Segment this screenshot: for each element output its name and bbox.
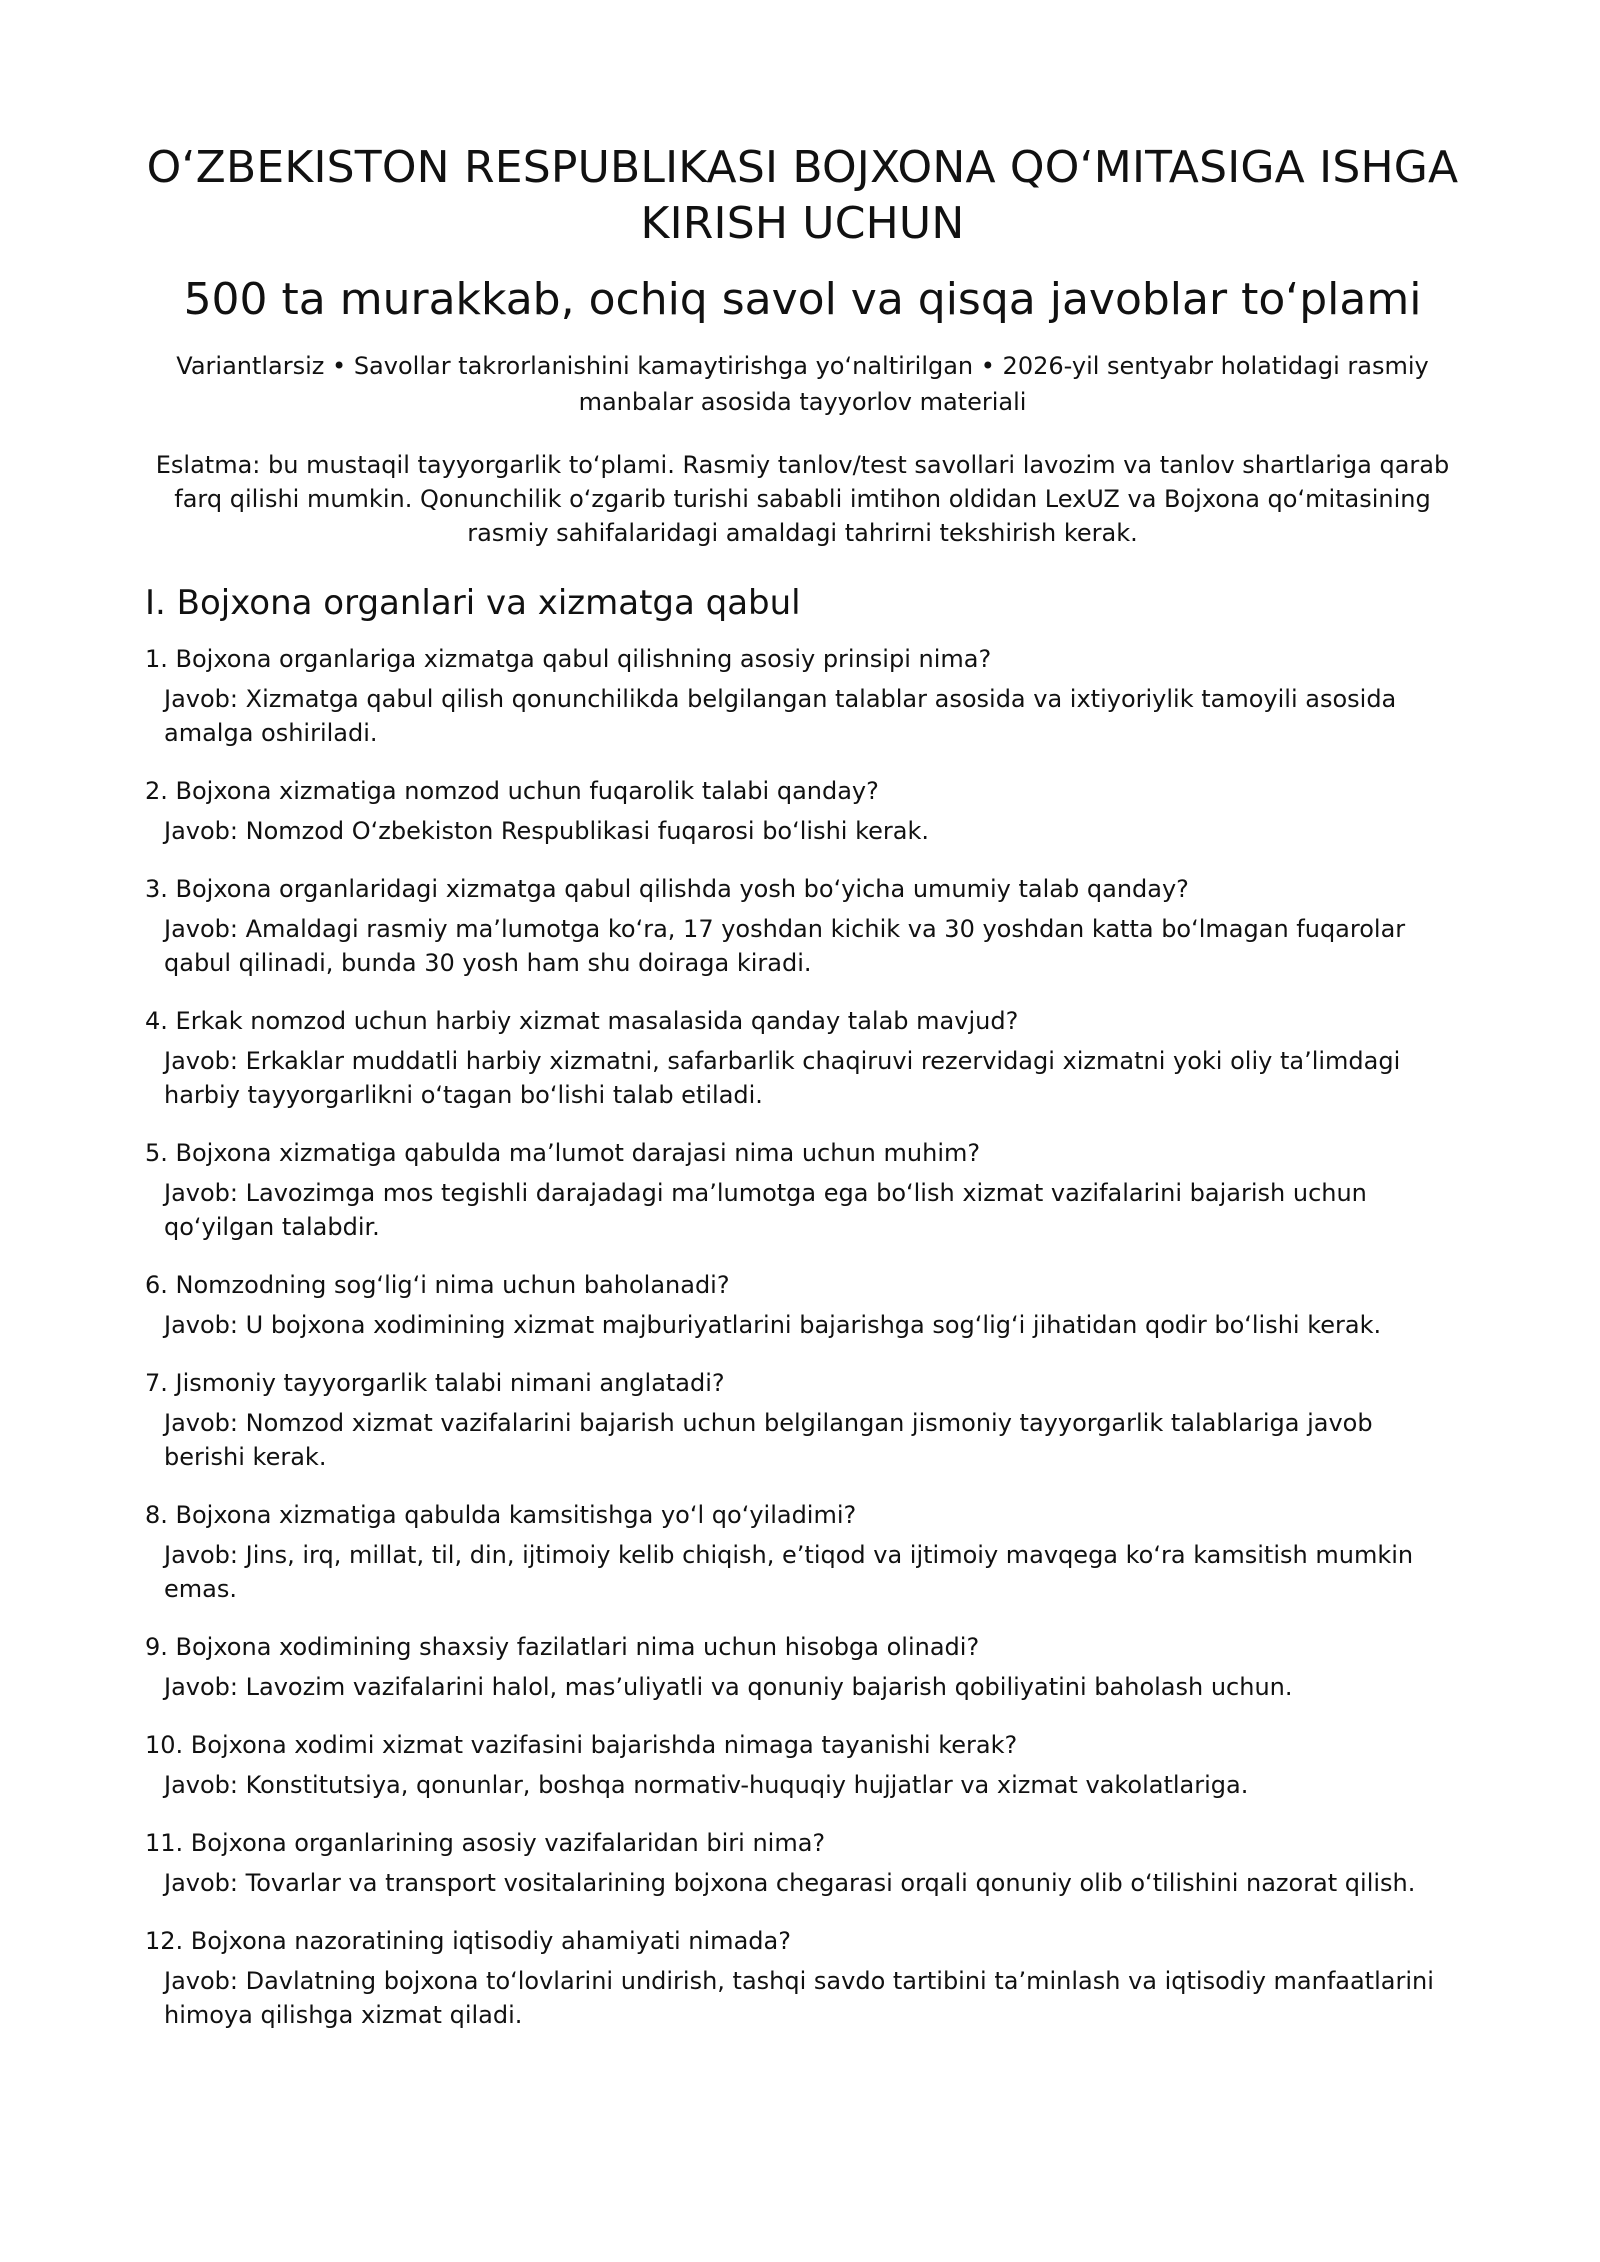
answer: Javob: Xizmatga qabul qilish qonunchilikda belgilangan talablar asosida va ixtiyoriylik tamoyili asosida amalga oshiriladi. bbox=[164, 685, 1397, 747]
question: 12. Bojxona nazoratining iqtisodiy ahamiyati nimada? bbox=[145, 1927, 791, 1955]
qa-list bbox=[145, 642, 1460, 2032]
question: 1. Bojxona organlariga xizmatga qabul qilishning asosiy prinsipi nima? bbox=[145, 645, 992, 673]
answer: Javob: Amaldagi rasmiy ma’lumotga ko‘ra, 17 yoshdan kichik va 30 yoshdan katta bo‘lmagan fuqarolar qabul qilinadi, bunda 30 yosh ham shu doiraga kiradi. bbox=[164, 915, 1406, 977]
answer: Javob: Davlatning bojxona to‘lovlarini undirish, tashqi savdo tartibini ta’minlash va iqtisodiy manfaatlarini himoya qilishga xizmat qiladi. bbox=[164, 1967, 1434, 2029]
qa-item bbox=[145, 1826, 1460, 1900]
document-meta: Variantlarsiz • Savollar takrorlanishini kamaytirishga yo‘naltirilgan • 2026-yil sentyabr holatidagi rasmiy manbalar asosida tayyorlov materiali bbox=[176, 352, 1429, 416]
qa-item bbox=[145, 1136, 1460, 1244]
question: 8. Bojxona xizmatiga qabulda kamsitishga yo‘l qo‘yiladimi? bbox=[145, 1501, 857, 1529]
document-title: O‘ZBEKISTON RESPUBLIKASI BOJXONA QO‘MITASIGA ISHGA KIRISH UCHUN bbox=[146, 142, 1459, 249]
document-note: Eslatma: bu mustaqil tayyorgarlik to‘plami. Rasmiy tanlov/test savollari lavozim va tanlov shartlariga qarab farq qilishi mumkin. Qonunchilik o‘zgarib turishi sababli imtihon oldidan LexUZ va Bojxona qo‘mitasining rasmiy sahifalaridagi amaldagi tahrirni tekshirish kerak. bbox=[155, 451, 1450, 547]
qa-item bbox=[145, 1004, 1460, 1112]
qa-item bbox=[145, 642, 1460, 750]
qa-item bbox=[145, 1268, 1460, 1342]
qa-item bbox=[145, 1366, 1460, 1474]
question: 2. Bojxona xizmatiga nomzod uchun fuqarolik talabi qanday? bbox=[145, 777, 879, 805]
answer: Javob: Jins, irq, millat, til, din, ijtimoiy kelib chiqish, e’tiqod va ijtimoiy mavqega ko‘ra kamsitish mumkin emas. bbox=[164, 1541, 1414, 1603]
section-title: I. Bojxona organlari va xizmatga qabul bbox=[145, 583, 801, 623]
question: 7. Jismoniy tayyorgarlik talabi nimani anglatadi? bbox=[145, 1369, 725, 1397]
answer: Javob: Nomzod O‘zbekiston Respublikasi fuqarosi bo‘lishi kerak. bbox=[164, 817, 929, 845]
question: 11. Bojxona organlarining asosiy vazifalaridan biri nima? bbox=[145, 1829, 826, 1857]
qa-item bbox=[145, 1630, 1460, 1704]
qa-item bbox=[145, 872, 1460, 980]
qa-item bbox=[145, 774, 1460, 848]
answer: Javob: Lavozimga mos tegishli darajadagi ma’lumotga ega bo‘lish xizmat vazifalarini bajarish uchun qo‘yilgan talabdir. bbox=[164, 1179, 1367, 1241]
question: 3. Bojxona organlaridagi xizmatga qabul qilishda yosh bo‘yicha umumiy talab qanday? bbox=[145, 875, 1189, 903]
answer: Javob: Lavozim vazifalarini halol, mas’uliyatli va qonuniy bajarish qobiliyatini baholash uchun. bbox=[164, 1673, 1293, 1701]
question: 10. Bojxona xodimi xizmat vazifasini bajarishda nimaga tayanishi kerak? bbox=[145, 1731, 1018, 1759]
answer: Javob: Nomzod xizmat vazifalarini bajarish uchun belgilangan jismoniy tayyorgarlik talablariga javob berishi kerak. bbox=[164, 1409, 1373, 1471]
answer: Javob: Erkaklar muddatli harbiy xizmatni, safarbarlik chaqiruvi rezervidagi xizmatni yoki oliy ta’limdagi harbiy tayyorgarlikni o‘tagan bo‘lishi talab etiladi. bbox=[164, 1047, 1401, 1109]
qa-item bbox=[145, 1924, 1460, 2032]
question: 4. Erkak nomzod uchun harbiy xizmat masalasida qanday talab mavjud? bbox=[145, 1007, 1019, 1035]
document-subtitle: 500 ta murakkab, ochiq savol va qisqa javoblar to‘plami bbox=[183, 274, 1422, 325]
question: 5. Bojxona xizmatiga qabulda ma’lumot darajasi nima uchun muhim? bbox=[145, 1139, 981, 1167]
question: 9. Bojxona xodimining shaxsiy fazilatlari nima uchun hisobga olinadi? bbox=[145, 1633, 980, 1661]
answer: Javob: Konstitutsiya, qonunlar, boshqa normativ-huquqiy hujjatlar va xizmat vakolatlariga. bbox=[164, 1771, 1249, 1799]
answer: Javob: Tovarlar va transport vositalarining bojxona chegarasi orqali qonuniy olib o‘tilishini nazorat qilish. bbox=[164, 1869, 1416, 1897]
qa-item bbox=[145, 1728, 1460, 1802]
answer: Javob: U bojxona xodimining xizmat majburiyatlarini bajarishga sog‘lig‘i jihatidan qodir bo‘lishi kerak. bbox=[164, 1311, 1382, 1339]
question: 6. Nomzodning sog‘lig‘i nima uchun baholanadi? bbox=[145, 1271, 730, 1299]
qa-item bbox=[145, 1498, 1460, 1606]
